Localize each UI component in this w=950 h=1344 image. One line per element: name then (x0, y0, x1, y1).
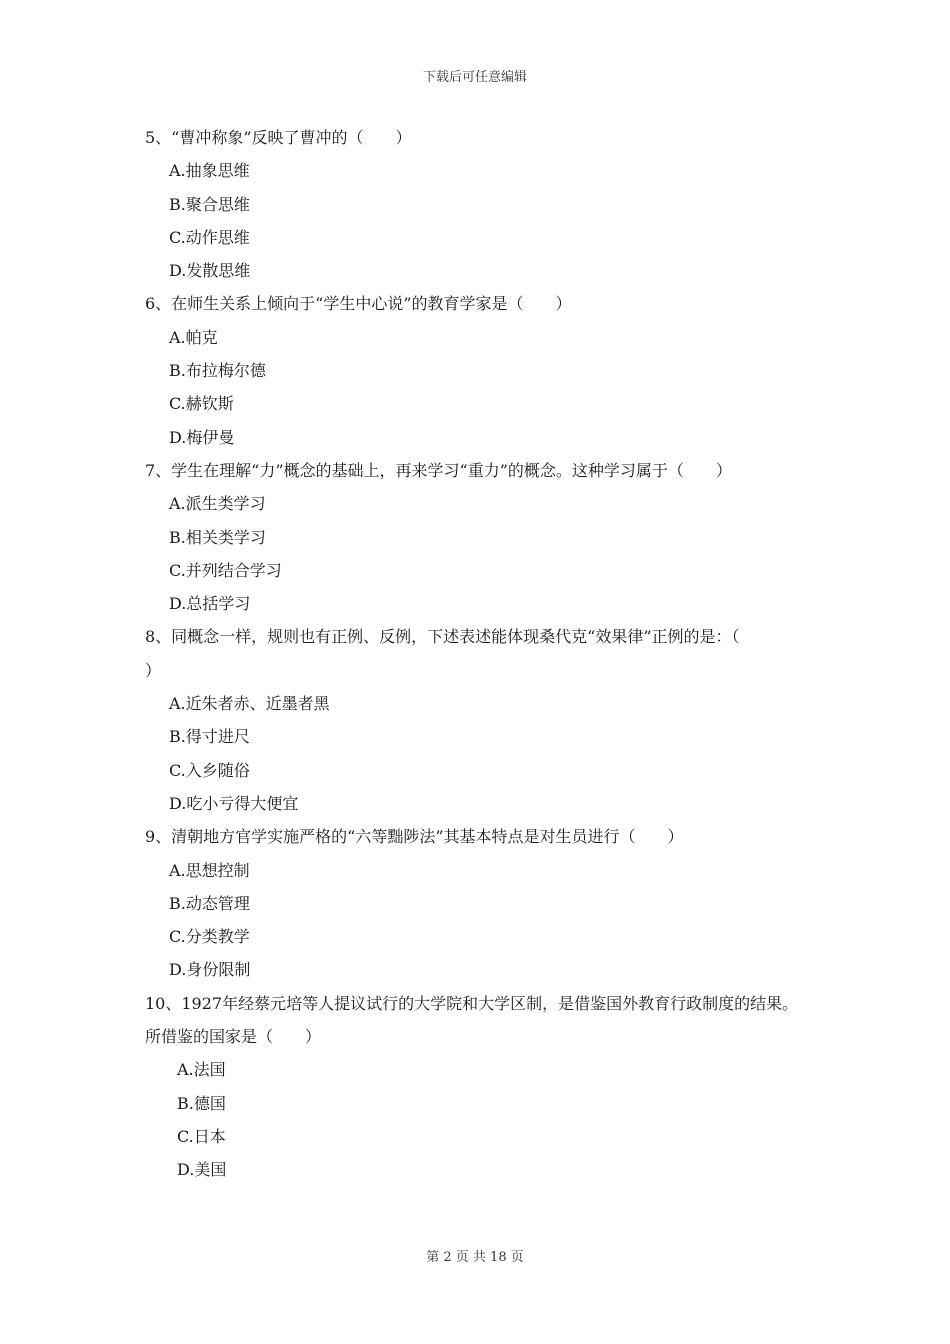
answer-option: D.美国 (177, 1160, 227, 1180)
answer-option: D.发散思维 (169, 261, 251, 281)
page-header: 下载后可任意编辑 (422, 70, 527, 85)
page-footer: 第 2 页 共 18 页 (426, 1250, 524, 1265)
answer-option: D.梅伊曼 (169, 427, 235, 447)
answer-option: C.动作思维 (169, 227, 250, 247)
answer-option: C.日本 (177, 1126, 226, 1146)
question-text: 9、清朝地方官学实施严格的“六等黜陟法”其基本特点是对生员进行（ ） (145, 827, 684, 847)
answer-option: A.近朱者赤、近墨者黑 (169, 694, 330, 714)
question-list (145, 121, 825, 1187)
question-text: 10、1927年经蔡元培等人提议试行的大学院和大学区制，是借鉴国外教育行政制度的结果。 (145, 993, 799, 1013)
answer-option: D.身份限制 (169, 960, 251, 980)
question-text: 6、在师生关系上倾向于“学生中心说”的教育学家是（ ） (145, 294, 572, 314)
answer-option: B.德国 (177, 1093, 226, 1113)
answer-option: A.思想控制 (169, 860, 250, 880)
answer-option: D.总括学习 (169, 594, 251, 614)
answer-option: A.派生类学习 (169, 494, 266, 514)
question-text: 7、学生在理解“力”概念的基础上，再来学习“重力”的概念。这种学习属于（ ） (145, 460, 732, 480)
answer-option: C.入乡随俗 (169, 760, 250, 780)
question-text: 所借鉴的国家是（ ） (145, 1027, 322, 1047)
answer-option: A.抽象思维 (169, 161, 250, 181)
question-text: 5、“曹冲称象”反映了曹冲的（ ） (145, 128, 412, 147)
answer-option: C.分类教学 (169, 927, 250, 947)
answer-option: B.动态管理 (169, 893, 250, 913)
answer-option: B.布拉梅尔德 (169, 361, 266, 381)
question-text: 8、同概念一样，规则也有正例、反例，下述表述能体现桑代克“效果律”正例的是：（ (145, 627, 740, 647)
answer-option: B.得寸进尺 (169, 727, 250, 747)
question-text: ） (145, 660, 162, 680)
answer-option: B.聚合思维 (169, 194, 250, 214)
answer-option: B.相关类学习 (169, 527, 266, 547)
answer-option: C.赫钦斯 (169, 394, 234, 414)
answer-option: C.并列结合学习 (169, 560, 282, 580)
answer-option: A.法国 (177, 1060, 226, 1080)
answer-option: A.帕克 (169, 327, 218, 347)
answer-option: D.吃小亏得大便宜 (169, 793, 299, 813)
